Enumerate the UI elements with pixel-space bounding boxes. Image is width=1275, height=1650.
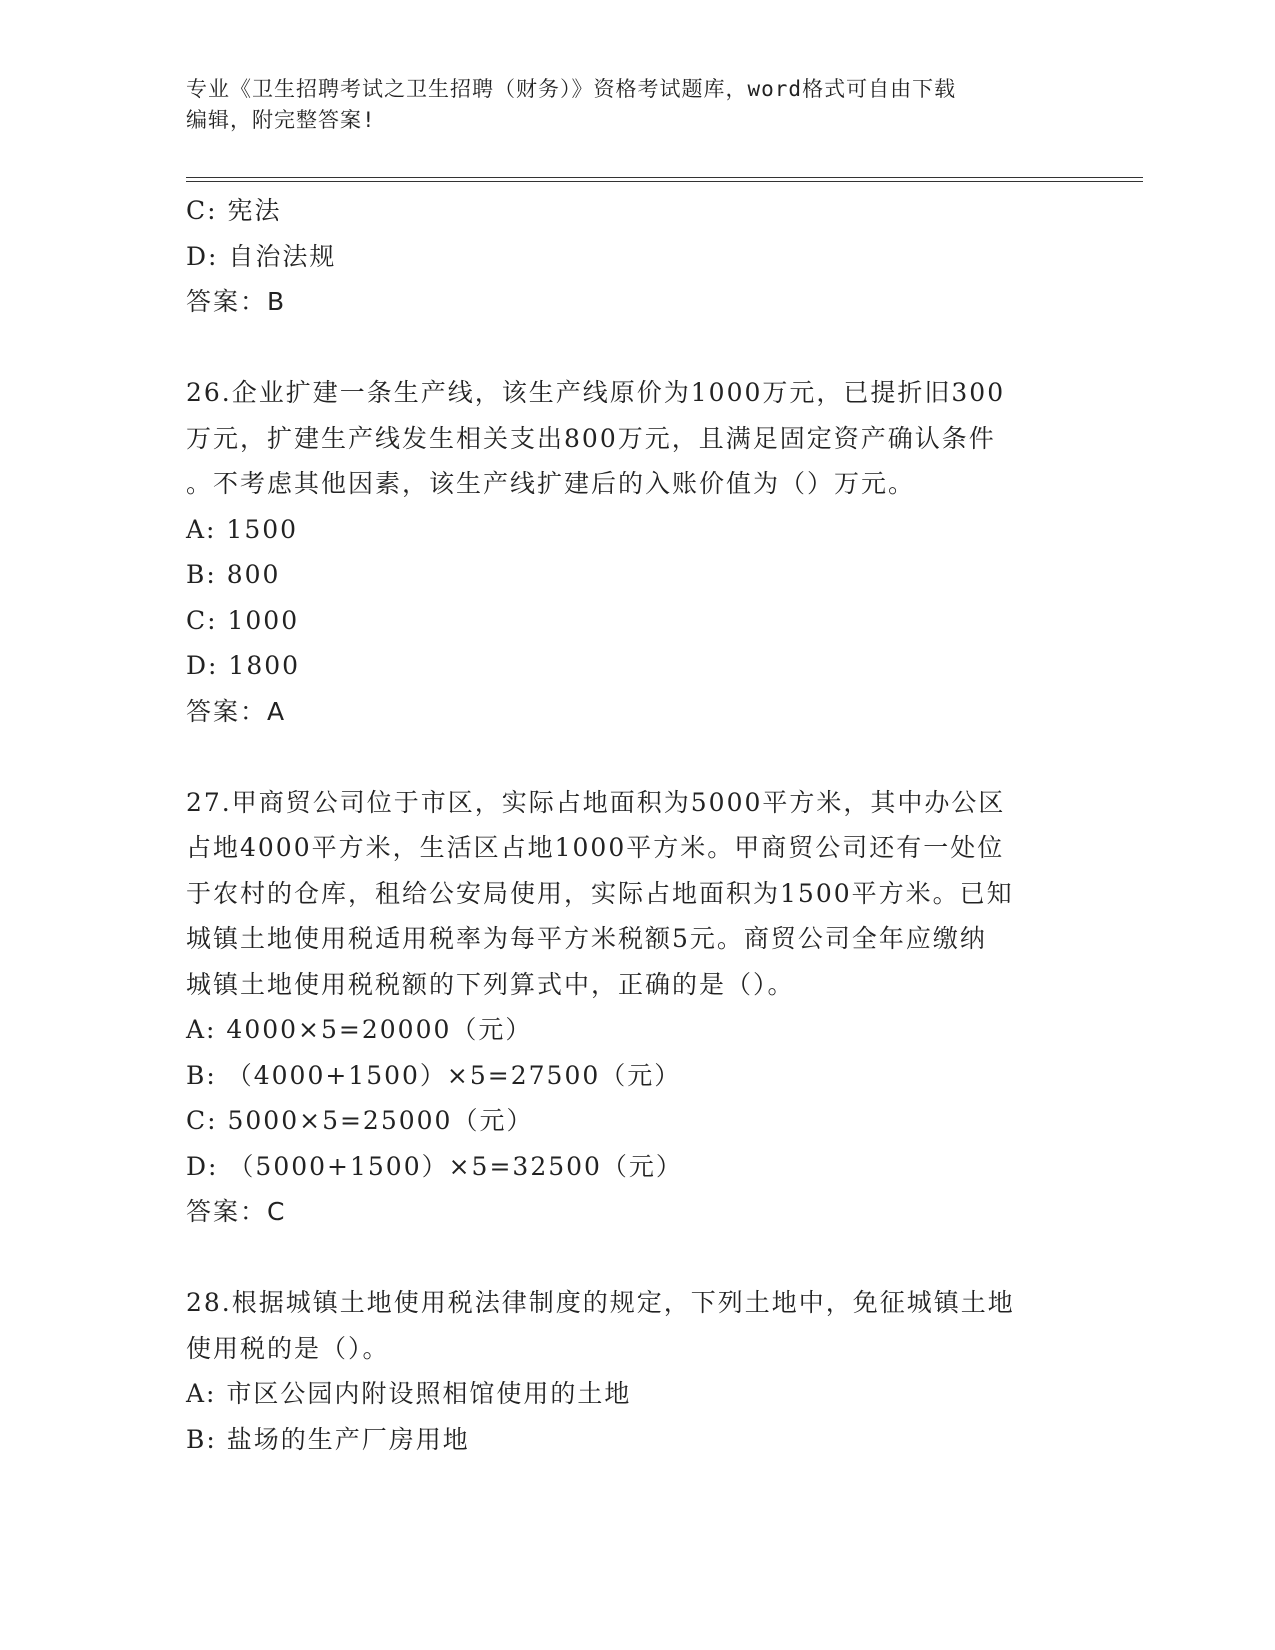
prev-option-d: D: 自治法规 (186, 241, 337, 271)
prev-option-c: C: 宪法 (186, 196, 282, 225)
spacer (186, 1235, 1086, 1281)
header-divider-top (186, 177, 1143, 178)
question-content (186, 188, 1086, 1462)
q26-stem-line: 26.企业扩建一条生产线，该生产线原价为1000万元，已提折旧300 (186, 378, 1006, 407)
question-28 (186, 1280, 1086, 1462)
q26-option-c: C: 1000 (186, 605, 300, 635)
q28-stem-line: 28.根据城镇土地使用税法律制度的规定，下列土地中，免征城镇土地 (186, 1288, 1015, 1317)
q28-stem-line: 使用税的是（）。 (186, 1333, 390, 1363)
q27-answer: 答案：C (186, 1197, 287, 1226)
q27-stem-line: 于农村的仓库，租给公安局使用，实际占地面积为1500平方米。已知 (186, 878, 1014, 908)
q26-stem-line: 万元，扩建生产线发生相关支出800万元，且满足固定资产确认条件 (186, 423, 996, 453)
q27-stem-line: 占地4000平方米，生活区占地1000平方米。甲商贸公司还有一处位 (186, 833, 1005, 862)
prev-answer: 答案：B (186, 287, 287, 316)
spacer (186, 325, 1086, 371)
q27-stem-line: 城镇土地使用税税额的下列算式中，正确的是（）。 (186, 969, 795, 999)
q26-option-a: A: 1500 (186, 514, 299, 544)
q26-stem-line: 。不考虑其他因素，该生产线扩建后的入账价值为（）万元。 (186, 469, 916, 498)
q27-option-c: C: 5000×5=25000（元） (186, 1106, 534, 1135)
page-header (186, 74, 1066, 136)
q28-option-a: A: 市区公园内附设照相馆使用的土地 (186, 1379, 632, 1408)
q27-option-b: B: （4000+1500）×5=27500（元） (186, 1060, 682, 1090)
q27-option-a: A: 4000×5=20000（元） (186, 1015, 533, 1044)
q28-option-b: B: 盐场的生产厂房用地 (186, 1424, 470, 1454)
question-27 (186, 780, 1086, 1235)
q27-option-d: D: （5000+1500）×5=32500（元） (186, 1151, 683, 1181)
q27-stem-line: 城镇土地使用税适用税率为每平方米税额5元。商贸公司全年应缴纳 (186, 924, 987, 953)
q27-stem-line: 27.甲商贸公司位于市区，实际占地面积为5000平方米，其中办公区 (186, 787, 1006, 817)
question-26 (186, 370, 1086, 734)
header-divider-bottom (186, 181, 1143, 182)
header-line-1: 专业《卫生招聘考试之卫生招聘（财务）》资格考试题库，word格式可自由下载 (186, 77, 957, 101)
spacer (186, 734, 1086, 780)
header-line-2: 编辑，附完整答案! (186, 108, 376, 132)
q26-answer: 答案：A (186, 696, 287, 726)
q26-option-d: D: 1800 (186, 651, 301, 680)
q26-option-b: B: 800 (186, 560, 281, 589)
